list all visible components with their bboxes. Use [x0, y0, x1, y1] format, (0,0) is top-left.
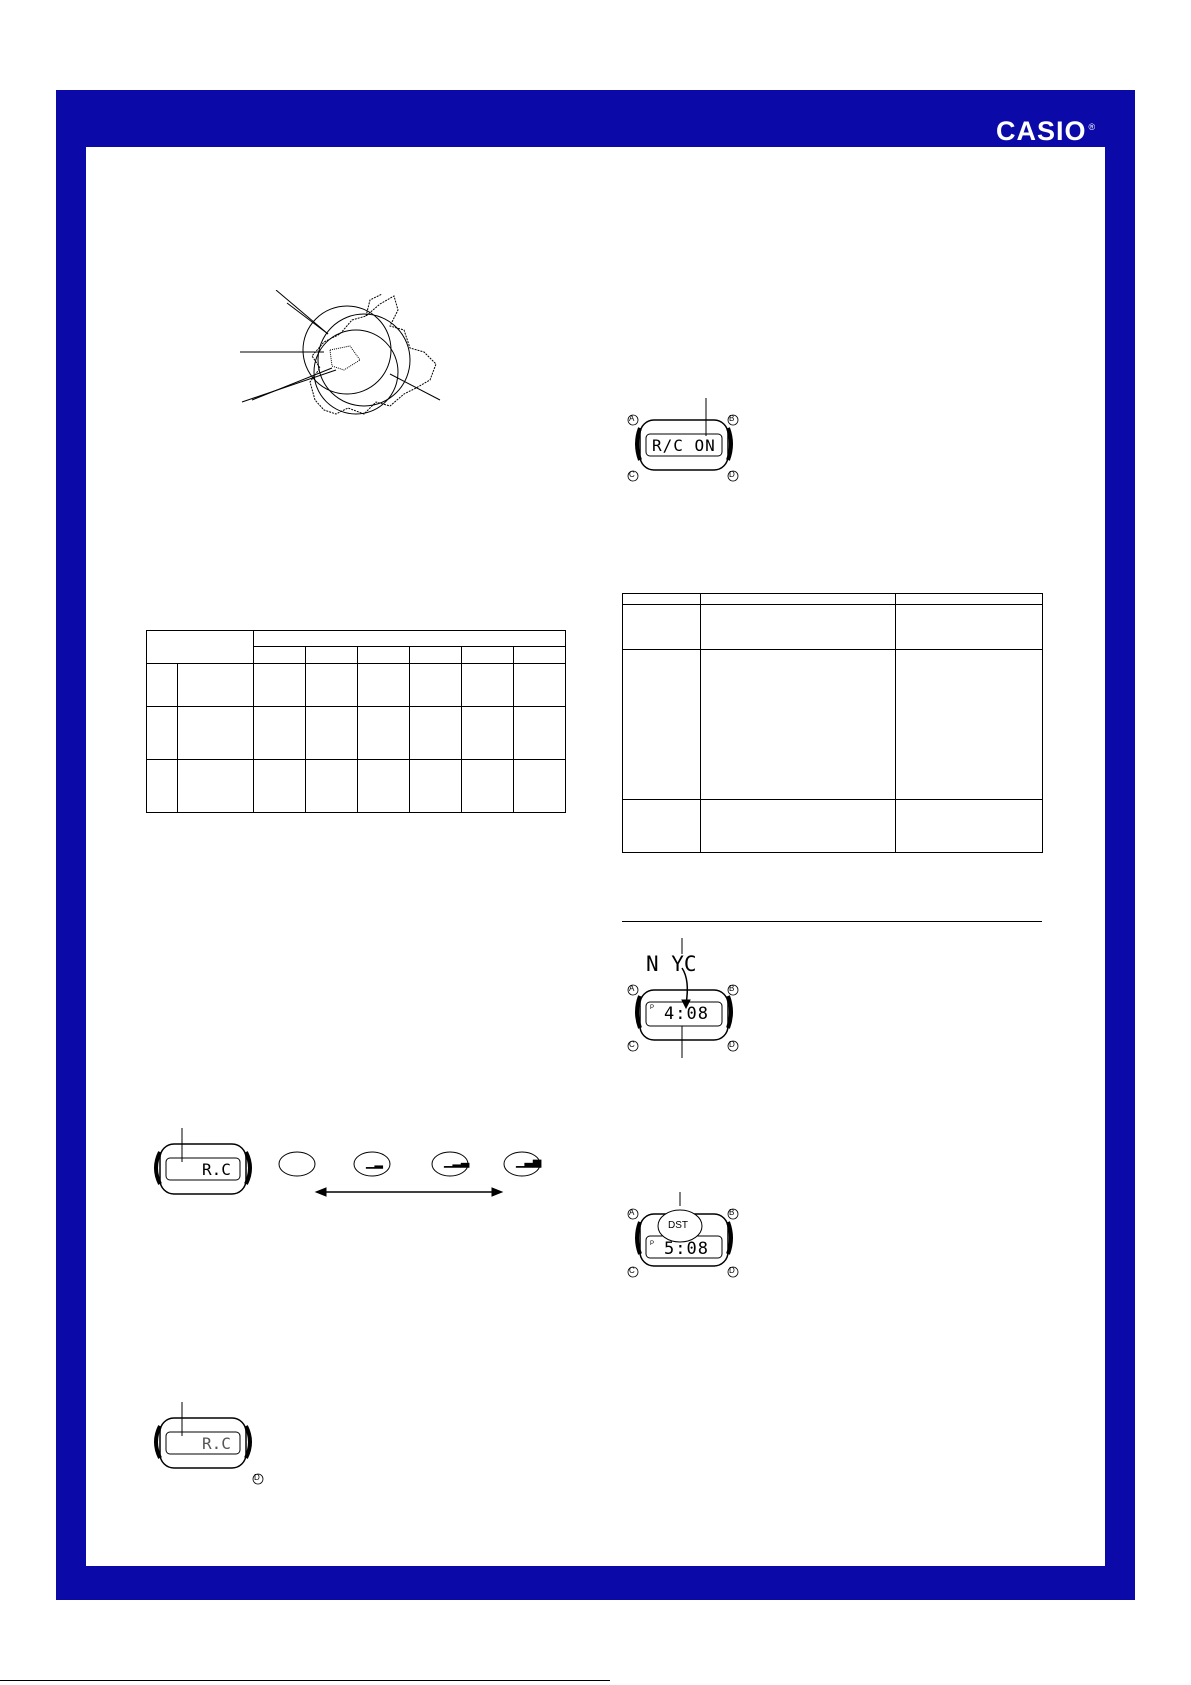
- button-a-label: A: [629, 1208, 635, 1217]
- city-code-text: N YC: [646, 952, 697, 976]
- lcd-time-text: 4:08: [664, 1004, 709, 1024]
- watch-rc-on-illustration: [624, 398, 746, 484]
- button-b-label: B: [729, 984, 735, 993]
- button-d-label: D: [254, 1473, 260, 1482]
- button-a-label: A: [629, 414, 635, 423]
- button-d-label: D: [729, 1266, 735, 1275]
- europe-transmitter-map-icon: [240, 290, 460, 430]
- button-d-label: D: [729, 1040, 735, 1049]
- table-row: [147, 664, 566, 707]
- button-d-label: D: [729, 470, 735, 479]
- section-divider: [622, 921, 1042, 922]
- table-row: [147, 760, 566, 813]
- watch-rc-receive-illustration: [146, 1402, 276, 1492]
- casio-logo: CASIO ®: [996, 116, 1097, 146]
- page-content-area: [86, 147, 1105, 1566]
- watch-dst-illustration: [624, 1192, 746, 1282]
- status-table: [622, 593, 1043, 853]
- lcd-rc-text: R.C: [202, 1434, 231, 1453]
- button-b-label: B: [729, 414, 735, 423]
- signal-level-1-icon: ▁▂: [366, 1157, 383, 1169]
- signal-level-3-icon: ▁▃▅: [516, 1156, 542, 1168]
- watch-face-icon: [624, 1192, 746, 1282]
- table-row: [623, 650, 1043, 800]
- lcd-rc-on-text: R/C ON: [652, 436, 716, 455]
- watch-signal-level-illustration: [146, 1128, 546, 1208]
- table-row: [147, 707, 566, 760]
- button-c-label: C: [629, 1040, 635, 1049]
- button-b-label: B: [729, 1208, 735, 1217]
- watch-city-code-illustration: [624, 938, 746, 1058]
- pm-indicator: P: [650, 1005, 655, 1011]
- dst-badge: DST: [668, 1220, 688, 1231]
- button-c-label: C: [629, 1266, 635, 1275]
- lcd-rc-text: R.C: [202, 1160, 231, 1179]
- reception-schedule-table: [146, 630, 566, 813]
- page-bottom-rule: [0, 1680, 610, 1681]
- button-a-label: A: [629, 984, 635, 993]
- signal-level-2-icon: ▁▂▃: [444, 1156, 470, 1168]
- pm-indicator: P: [650, 1241, 655, 1247]
- table-row: [623, 605, 1043, 650]
- lcd-time-text: 5:08: [664, 1239, 709, 1259]
- table-row: [623, 800, 1043, 853]
- button-c-label: C: [629, 470, 635, 479]
